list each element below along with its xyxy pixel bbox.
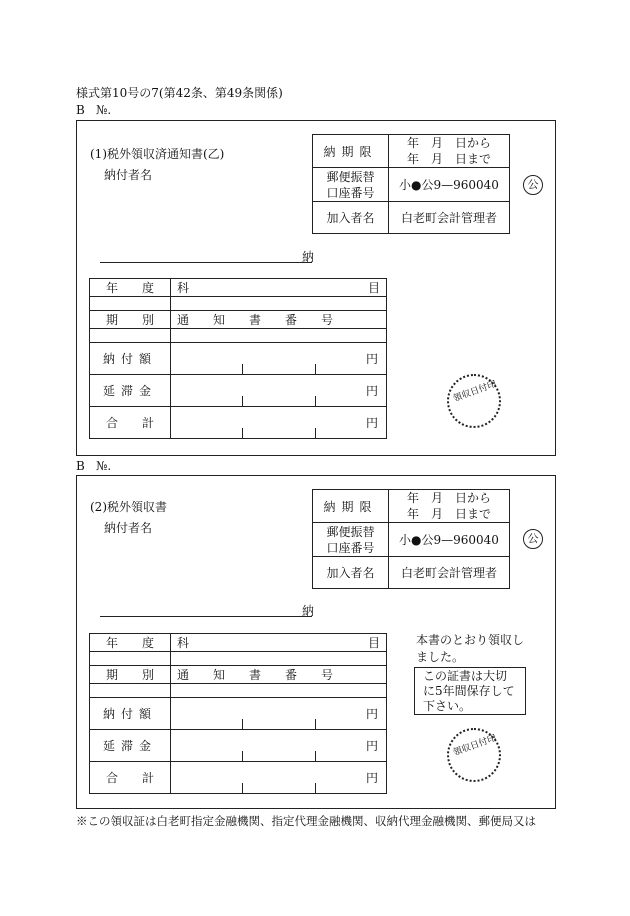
digit-tick (315, 364, 316, 374)
kibetsu-label: 期 別 (90, 311, 171, 329)
goukei-label: 合 計 (90, 762, 171, 794)
noufu-yen: 円 (171, 698, 387, 730)
deadline-label: 納期限 (313, 490, 389, 523)
section2-nou: 納 (302, 604, 315, 618)
kamoku-header: 科 目 (171, 279, 387, 297)
digit-tick (315, 783, 316, 793)
kou-mark-icon: 公 (523, 529, 543, 549)
kou-mark-icon: 公 (523, 175, 543, 195)
section1-amount-table (89, 278, 387, 439)
nendo-label: 年 度 (90, 279, 171, 297)
section1-info-table (312, 134, 510, 234)
nendo-label: 年 度 (90, 634, 171, 652)
holder-label: 加入者名 (313, 202, 389, 234)
form-title: 様式第10号の7(第42条、第49条関係) (76, 86, 283, 100)
keep-note-box (414, 667, 526, 715)
section2-nou-line (100, 616, 312, 617)
noufu-label: 納付額 (90, 698, 171, 730)
kamoku-header: 科 目 (171, 634, 387, 652)
section2-title: (2)税外領収書 (90, 500, 167, 514)
entai-label: 延滞金 (90, 730, 171, 762)
section1-no-label: №. (96, 103, 112, 117)
entai-label: 延滞金 (90, 375, 171, 407)
digit-tick (315, 428, 316, 438)
digit-tick (315, 396, 316, 406)
postal-label: 郵便振替 口座番号 (313, 168, 389, 202)
tsuchi-header: 通 知 書 番 号 (171, 666, 387, 684)
goukei-yen: 円 (171, 762, 387, 794)
digit-tick (315, 719, 316, 729)
account-number: 小●公9—960040 (389, 168, 510, 202)
entai-yen: 円 (171, 730, 387, 762)
section1-nou: 納 (302, 250, 315, 264)
footer-note: ※この領収証は白老町指定金融機関、指定代理金融機関、収納代理金融機関、郵便局又は (76, 814, 536, 828)
receipt-note: 本書のとおり領収しました。 (416, 633, 525, 664)
goukei-label: 合 計 (90, 407, 171, 439)
section1-payer-label: 納付者名 (104, 168, 153, 182)
account-number: 小●公9—960040 (389, 523, 510, 557)
digit-tick (242, 783, 243, 793)
section1-nou-line (100, 262, 312, 263)
section2-info-table (312, 489, 510, 589)
section2-no-label: №. (96, 459, 112, 473)
deadline-value: 年 月 日から 年 月 日まで (389, 135, 510, 168)
tsuchi-header: 通 知 書 番 号 (171, 311, 387, 329)
digit-tick (242, 751, 243, 761)
deadline-value: 年 月 日から 年 月 日まで (389, 490, 510, 523)
digit-tick (315, 751, 316, 761)
section1-title: (1)税外領収済通知書(乙) (90, 147, 225, 161)
section2-b-label: B (76, 459, 85, 473)
section1-b-label: B (76, 103, 85, 117)
postal-label: 郵便振替 口座番号 (313, 523, 389, 557)
holder-name: 白老町会計管理者 (389, 202, 510, 234)
deadline-label: 納期限 (313, 135, 389, 168)
stamp-text: 領収日付印 (452, 379, 498, 405)
section2-amount-table (89, 633, 387, 794)
kibetsu-label: 期 別 (90, 666, 171, 684)
stamp-text: 領収日付印 (452, 733, 498, 759)
holder-label: 加入者名 (313, 557, 389, 589)
digit-tick (242, 719, 243, 729)
digit-tick (242, 428, 243, 438)
section2-payer-label: 納付者名 (104, 521, 153, 535)
goukei-yen: 円 (171, 407, 387, 439)
noufu-yen: 円 (171, 343, 387, 375)
digit-tick (242, 396, 243, 406)
digit-tick (242, 364, 243, 374)
noufu-label: 納付額 (90, 343, 171, 375)
holder-name: 白老町会計管理者 (389, 557, 510, 589)
entai-yen: 円 (171, 375, 387, 407)
keep-note: この証書は大切に5年間保存して下さい。 (423, 669, 515, 713)
